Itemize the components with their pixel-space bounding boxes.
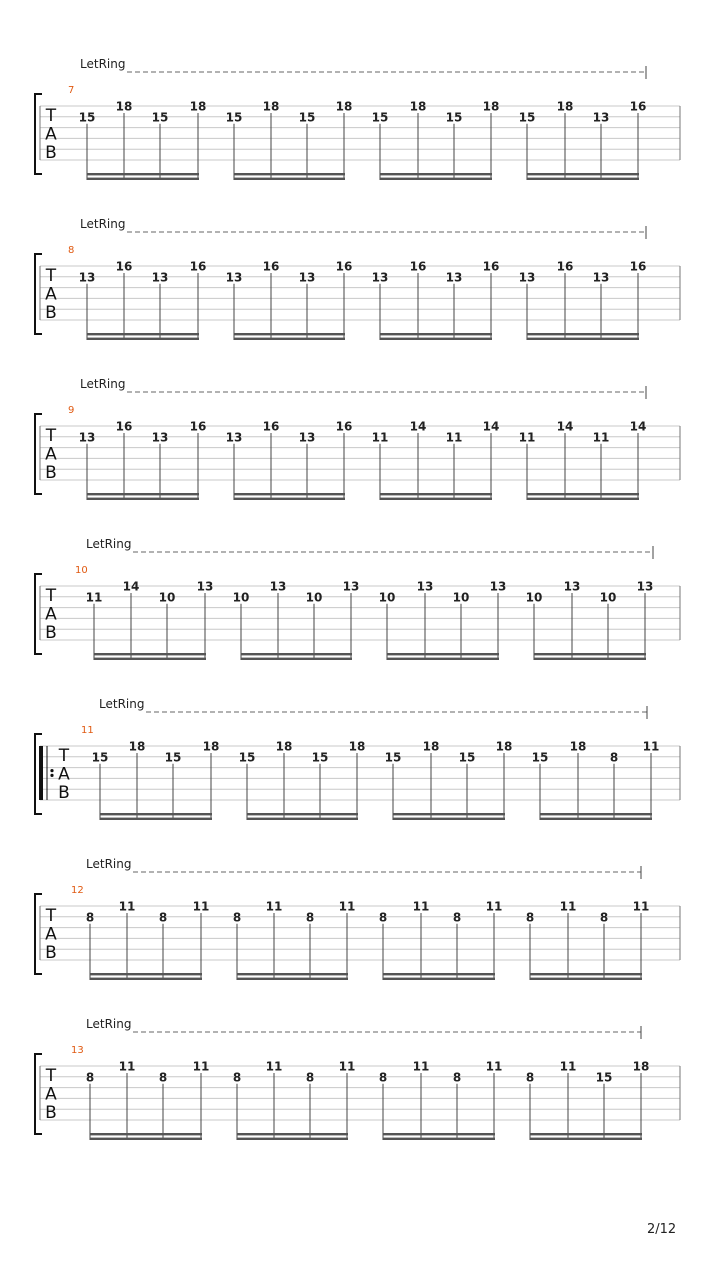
beam [241, 658, 352, 660]
letring-label: LetRing [80, 217, 126, 231]
repeat-dot [50, 774, 53, 777]
measure-number: 12 [71, 885, 84, 896]
fret-number: 11 [445, 430, 463, 445]
beam [87, 493, 199, 495]
beam [234, 338, 345, 340]
beam [90, 1133, 202, 1135]
fret-number: 11 [192, 899, 210, 914]
fret-number: 16 [629, 99, 647, 114]
beam [527, 498, 639, 500]
fret-number: 15 [298, 110, 316, 125]
fret-number: 16 [262, 419, 280, 434]
beam [234, 178, 345, 180]
beam [237, 978, 348, 980]
page-number: 2/12 [647, 1222, 677, 1237]
fret-number: 8 [85, 1070, 95, 1085]
fret-number: 10 [378, 590, 396, 605]
fret-number: 11 [642, 739, 660, 754]
fret-number: 11 [118, 899, 136, 914]
beam [393, 818, 505, 820]
fret-number: 16 [115, 259, 133, 274]
tab-letter-b: B [45, 143, 57, 163]
fret-number: 15 [518, 110, 536, 125]
beam [87, 338, 199, 340]
fret-number: 11 [338, 899, 356, 914]
letring-label: LetRing [80, 57, 126, 71]
beam [87, 333, 199, 335]
fret-number: 13 [78, 430, 96, 445]
fret-number: 18 [422, 739, 440, 754]
tab-letter-b: B [45, 303, 57, 323]
measure-number: 13 [71, 1045, 84, 1056]
fret-number: 8 [378, 1070, 388, 1085]
fret-number: 18 [348, 739, 366, 754]
tab-letter-a: A [45, 284, 57, 305]
measure-number: 9 [68, 405, 75, 416]
tab-letter-a: A [45, 124, 57, 145]
measure-number: 8 [68, 245, 75, 256]
fret-number: 18 [128, 739, 146, 754]
fret-number: 8 [305, 910, 315, 925]
fret-number: 11 [192, 1059, 210, 1074]
tab-letter-a: A [58, 764, 70, 785]
fret-number: 16 [629, 259, 647, 274]
fret-number: 18 [262, 99, 280, 114]
fret-number: 8 [232, 910, 242, 925]
fret-number: 8 [85, 910, 95, 925]
fret-number: 18 [202, 739, 220, 754]
fret-number: 16 [262, 259, 280, 274]
tab-letter-t: T [45, 106, 57, 126]
beam [380, 173, 492, 175]
tab-letter-b: B [45, 1103, 57, 1123]
fret-number: 13 [342, 579, 360, 594]
fret-number: 8 [378, 910, 388, 925]
fret-number: 14 [629, 419, 647, 434]
fret-number: 15 [531, 750, 549, 765]
letring-label: LetRing [86, 537, 132, 551]
fret-number: 18 [189, 99, 207, 114]
fret-number: 18 [409, 99, 427, 114]
fret-number: 8 [232, 1070, 242, 1085]
fret-number: 18 [569, 739, 587, 754]
tab-letter-a: A [45, 1084, 57, 1105]
beam [237, 973, 348, 975]
beam [527, 178, 639, 180]
fret-number: 8 [525, 1070, 535, 1085]
fret-number: 15 [595, 1070, 613, 1085]
beam [234, 173, 345, 175]
fret-number: 15 [238, 750, 256, 765]
beam [540, 818, 652, 820]
beam [247, 813, 358, 815]
fret-number: 18 [275, 739, 293, 754]
fret-number: 13 [151, 270, 169, 285]
beam [393, 813, 505, 815]
tab-letter-t: T [45, 266, 57, 286]
tab-letter-t: T [58, 746, 70, 766]
beam [530, 973, 642, 975]
beam [387, 658, 499, 660]
fret-number: 14 [122, 579, 140, 594]
beam [94, 653, 206, 655]
tab-letter-t: T [45, 586, 57, 606]
fret-number: 11 [265, 1059, 283, 1074]
fret-number: 15 [384, 750, 402, 765]
beam [241, 653, 352, 655]
fret-number: 15 [78, 110, 96, 125]
fret-number: 13 [563, 579, 581, 594]
fret-number: 15 [445, 110, 463, 125]
fret-number: 15 [91, 750, 109, 765]
beam [534, 658, 646, 660]
fret-number: 14 [556, 419, 574, 434]
fret-number: 13 [592, 270, 610, 285]
beam [380, 493, 492, 495]
beam [383, 978, 495, 980]
fret-number: 18 [556, 99, 574, 114]
fret-number: 16 [482, 259, 500, 274]
tab-letter-b: B [45, 623, 57, 643]
fret-number: 8 [452, 1070, 462, 1085]
fret-number: 15 [151, 110, 169, 125]
fret-number: 16 [189, 259, 207, 274]
beam [380, 498, 492, 500]
fret-number: 14 [482, 419, 500, 434]
fret-number: 15 [458, 750, 476, 765]
fret-number: 13 [196, 579, 214, 594]
fret-number: 18 [335, 99, 353, 114]
fret-number: 11 [559, 1059, 577, 1074]
beam [87, 173, 199, 175]
fret-number: 10 [232, 590, 250, 605]
beam [527, 173, 639, 175]
fret-number: 10 [452, 590, 470, 605]
fret-number: 10 [599, 590, 617, 605]
fret-number: 10 [305, 590, 323, 605]
tab-letter-t: T [45, 906, 57, 926]
tab-letter-b: B [58, 783, 70, 803]
measure-number: 7 [68, 85, 75, 96]
beam [530, 978, 642, 980]
fret-number: 13 [489, 579, 507, 594]
fret-number: 10 [158, 590, 176, 605]
fret-number: 13 [592, 110, 610, 125]
fret-number: 11 [338, 1059, 356, 1074]
fret-number: 18 [482, 99, 500, 114]
fret-number: 16 [115, 419, 133, 434]
beam [527, 493, 639, 495]
beam [380, 178, 492, 180]
fret-number: 11 [559, 899, 577, 914]
system-12 [35, 857, 680, 980]
beam [530, 1138, 642, 1140]
beam [527, 338, 639, 340]
fret-number: 11 [118, 1059, 136, 1074]
tab-letter-a: A [45, 444, 57, 465]
letring-label: LetRing [99, 697, 145, 711]
beam [247, 818, 358, 820]
beam [87, 178, 199, 180]
tab-letter-a: A [45, 924, 57, 945]
fret-number: 11 [592, 430, 610, 445]
fret-number: 15 [311, 750, 329, 765]
fret-number: 11 [485, 1059, 503, 1074]
beam [237, 1138, 348, 1140]
beam [387, 653, 499, 655]
beam [237, 1133, 348, 1135]
fret-number: 13 [416, 579, 434, 594]
tab-letter-b: B [45, 463, 57, 483]
beam [100, 813, 212, 815]
beam [534, 653, 646, 655]
system-11 [35, 697, 680, 820]
fret-number: 13 [225, 270, 243, 285]
measure-number: 11 [81, 725, 94, 736]
beam [530, 1133, 642, 1135]
beam [383, 1133, 495, 1135]
fret-number: 15 [371, 110, 389, 125]
fret-number: 16 [335, 419, 353, 434]
letring-label: LetRing [86, 857, 132, 871]
fret-number: 8 [599, 910, 609, 925]
beam [527, 333, 639, 335]
fret-number: 15 [164, 750, 182, 765]
beam [94, 658, 206, 660]
fret-number: 11 [412, 899, 430, 914]
fret-number: 16 [189, 419, 207, 434]
fret-number: 13 [78, 270, 96, 285]
system-7 [35, 57, 680, 180]
beam [87, 498, 199, 500]
repeat-dot [50, 769, 53, 772]
fret-number: 8 [158, 910, 168, 925]
fret-number: 16 [556, 259, 574, 274]
fret-number: 11 [518, 430, 536, 445]
beam [383, 973, 495, 975]
fret-number: 13 [371, 270, 389, 285]
fret-number: 11 [85, 590, 103, 605]
fret-number: 18 [495, 739, 513, 754]
fret-number: 13 [151, 430, 169, 445]
fret-number: 13 [445, 270, 463, 285]
beam [90, 978, 202, 980]
fret-number: 10 [525, 590, 543, 605]
fret-number: 13 [636, 579, 654, 594]
beam [234, 498, 345, 500]
fret-number: 8 [525, 910, 535, 925]
fret-number: 13 [518, 270, 536, 285]
fret-number: 11 [632, 899, 650, 914]
beam [383, 1138, 495, 1140]
fret-number: 11 [265, 899, 283, 914]
fret-number: 13 [269, 579, 287, 594]
fret-number: 13 [225, 430, 243, 445]
fret-number: 15 [225, 110, 243, 125]
tab-letter-b: B [45, 943, 57, 963]
fret-number: 8 [305, 1070, 315, 1085]
tab-letter-a: A [45, 604, 57, 625]
beam [90, 1138, 202, 1140]
fret-number: 8 [452, 910, 462, 925]
tab-letter-t: T [45, 426, 57, 446]
letring-label: LetRing [86, 1017, 132, 1031]
fret-number: 16 [335, 259, 353, 274]
beam [90, 973, 202, 975]
fret-number: 11 [485, 899, 503, 914]
fret-number: 8 [609, 750, 619, 765]
fret-number: 13 [298, 430, 316, 445]
letring-label: LetRing [80, 377, 126, 391]
fret-number: 11 [412, 1059, 430, 1074]
beam [100, 818, 212, 820]
fret-number: 13 [298, 270, 316, 285]
beam [380, 338, 492, 340]
beam [234, 333, 345, 335]
system-8 [35, 217, 680, 340]
tab-letter-t: T [45, 1066, 57, 1086]
beam [380, 333, 492, 335]
measure-number: 10 [75, 565, 88, 576]
system-9 [35, 377, 680, 500]
beam [540, 813, 652, 815]
fret-number: 18 [632, 1059, 650, 1074]
fret-number: 18 [115, 99, 133, 114]
system-10 [35, 537, 680, 660]
fret-number: 16 [409, 259, 427, 274]
beam [234, 493, 345, 495]
fret-number: 14 [409, 419, 427, 434]
fret-number: 11 [371, 430, 389, 445]
system-13 [35, 1017, 680, 1140]
fret-number: 8 [158, 1070, 168, 1085]
